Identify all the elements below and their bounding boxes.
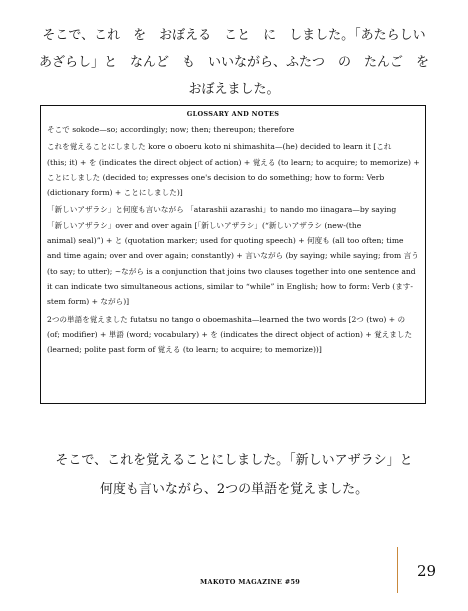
glossary-line: そこで sokode—so; accordingly; now; then; thereupon; therefore	[47, 125, 295, 134]
story-line: そこで、これ を おぼえる こと に しました。「あたらしい	[42, 28, 426, 43]
page-number: 29	[417, 562, 437, 580]
story-line: あざらし」と なんど も いいながら、ふたつ の たんご を	[38, 55, 429, 70]
glossary-entry	[47, 312, 419, 358]
glossary-line: stem form) + ながら)]	[47, 297, 130, 307]
glossary-line: (learned; polite past form of 覚える (to learn; to acquire; to memorize))]	[47, 345, 322, 355]
glossary-line: it can indicate two simultaneous actions, similar to “while” in English; how to form: Verb (ます-	[47, 281, 413, 291]
glossary-line: 2つの単語を覚えました futatsu no tango o oboemashita—learned the two words [2つ (two) + の	[47, 314, 406, 324]
glossary-box	[40, 105, 426, 404]
magazine-footer: MAKOTO MAGAZINE #59	[200, 578, 301, 586]
glossary-line: (this; it) + を (indicates the direct object of action) + 覚える (to learn; to acquire; to memorize) +	[47, 157, 420, 167]
glossary-line: (to say; to utter); ~ながら is a conjunction that joins two clauses together into one sentence and	[47, 266, 416, 276]
glossary-line: 「新しいアザラシ」over and over again [「新しいアザラシ」(“新しいアザラシ (new-(the	[47, 220, 362, 230]
glossary-line: 「新しいアザラシ」と何度も言いながら 「atarashii azarashi」to nando mo iinagara—by saying	[47, 205, 397, 215]
glossary-line: (dictionary form) + ことにしました)]	[47, 188, 183, 198]
glossary-entry	[47, 202, 419, 309]
page-number-rule	[397, 547, 398, 593]
glossary-title: GLOSSARY AND NOTES	[186, 110, 280, 118]
glossary-line: これを覚えることにしました kore o oboeru koto ni shimashita—(he) decided to learn it [これ	[47, 142, 392, 152]
glossary-line: and time again; over and over again; constantly) + 言いながら (by saying; while saying; from 言う	[47, 251, 419, 261]
story-line: そこで、これを覚えることにしました。「新しいアザラシ」と	[55, 453, 413, 468]
story-line: おぼえました。	[188, 82, 280, 97]
glossary-entry	[47, 122, 419, 137]
story-text-kanji	[20, 446, 448, 504]
glossary-entry	[47, 139, 419, 200]
glossary-line: (of; modifier) + 単語 (word; vocabulary) + を (indicates the direct object of action) + 覚えました	[47, 329, 413, 339]
story-line: 何度も言いながら、2つの単語を覚えました。	[99, 482, 369, 497]
glossary-line: animal) seal)”) + と (quotation marker; used for quoting speech) + 何度も (all too often; time	[47, 236, 404, 246]
story-text-hiragana	[20, 22, 448, 103]
glossary-line: ことにしました (decided to; expresses one's decision to do something; how to form: Verb	[47, 172, 385, 182]
